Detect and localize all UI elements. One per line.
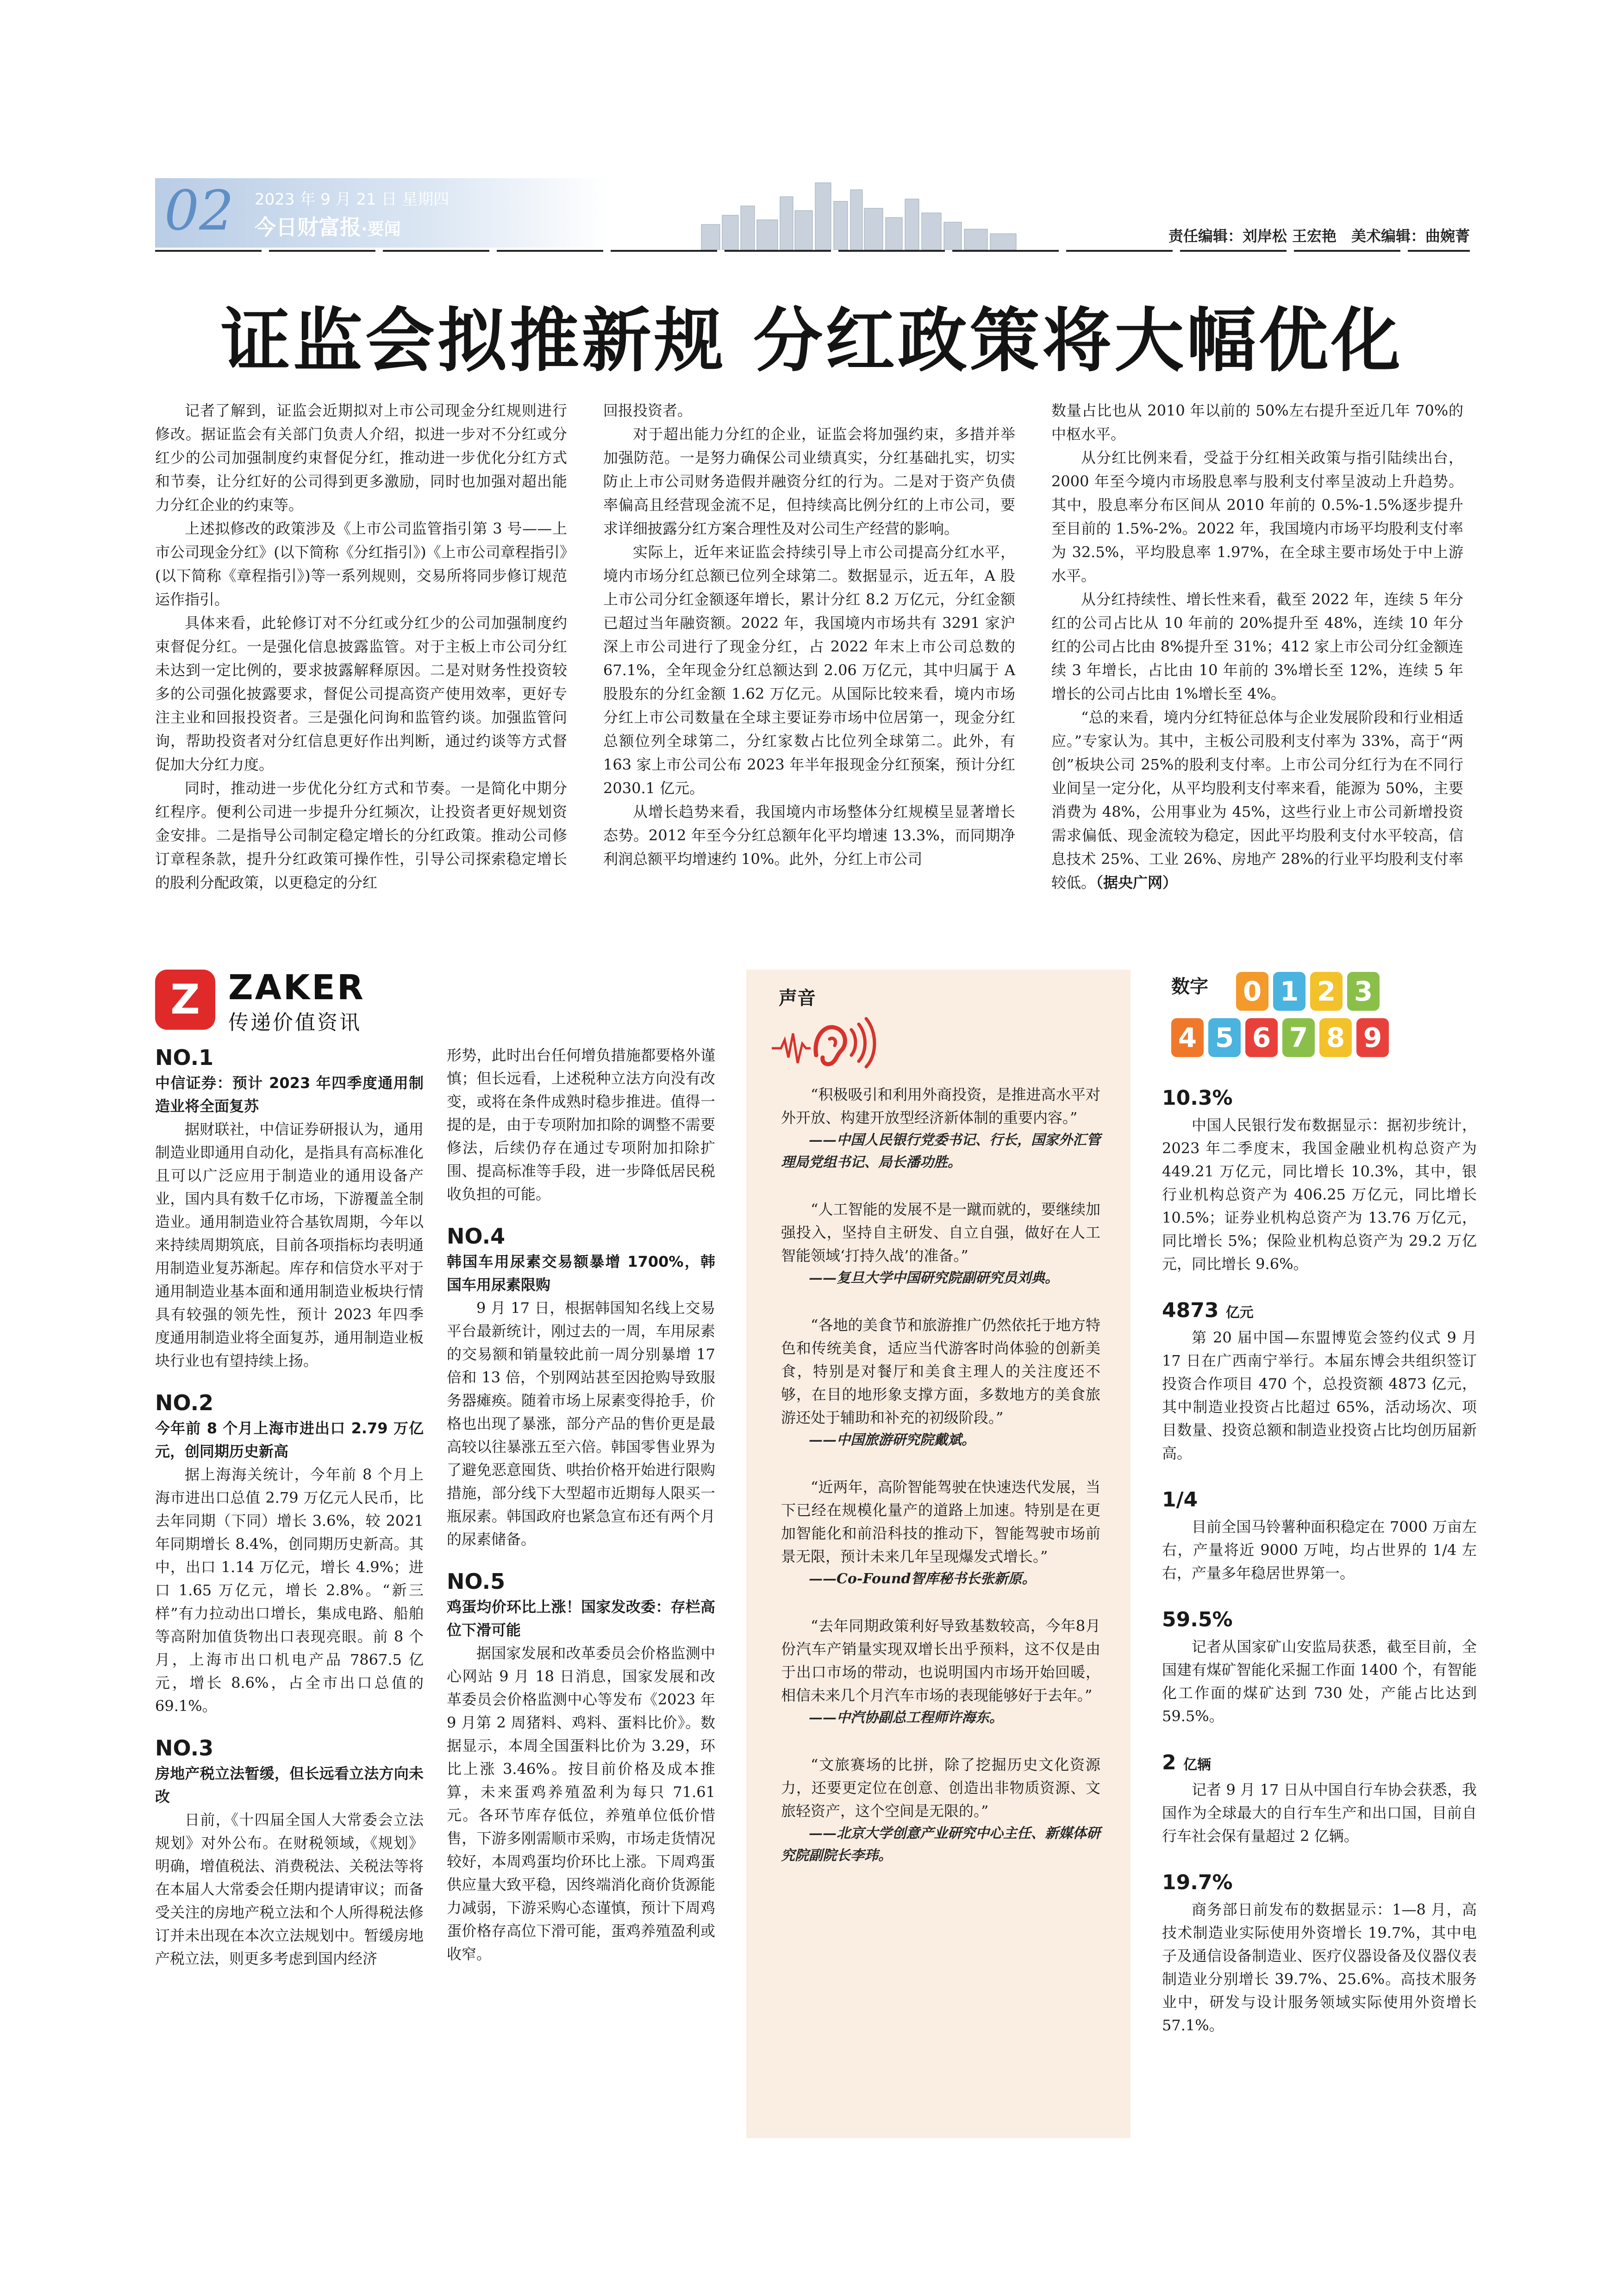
zaker-column-2: [447, 1044, 715, 1966]
numbers-list: [1162, 1085, 1477, 2037]
digit-tile: 2: [1310, 972, 1343, 1011]
ear-sound-icon: [772, 1011, 878, 1071]
news-title: 韩国车用尿素交易额暴增 1700%，韩国车用尿素限购: [447, 1253, 715, 1294]
number-figure: 4873: [1162, 1299, 1219, 1322]
article-paragraph: [1051, 706, 1463, 895]
paper-title: 今日财富报: [255, 215, 361, 240]
number-value: [1162, 1750, 1477, 1778]
page-number: 02: [164, 179, 234, 243]
news-title: 中信证券：预计 2023 年四季度通用制造业将全面复苏: [155, 1074, 424, 1115]
news-title: 房地产税立法暂缓，但长远看立法方向未改: [155, 1765, 424, 1805]
article-source: （据央广网）: [1096, 874, 1178, 891]
article-column-1: [155, 399, 567, 895]
number-text: 记者从国家矿山安监局获悉，截至目前，全国建有煤矿智能化采掘工作面 1400 个，有智能化工作面的煤矿达到 730 处，产能占比达到 59.5%。: [1162, 1638, 1477, 1725]
article-column-2: [603, 399, 1015, 871]
number-value: [1162, 1298, 1477, 1326]
article-column-3: [1051, 399, 1463, 895]
article-paragraph-text: “总的来看，境内分红特征总体与企业发展阶段和行业相适应。”专家认为。其中，主板公司股利支付率为 33%，高于“两创”板块公司 25%的股利支付率。上市公司分红行为在不同行业间呈一定分化，从平均股利支付率来看，能源为 50%，主要消费为 48%，公用事业为 45%，这些行业上市公司新增投资需求偏低、现金流较为稳定，因此平均股利支付水平较高，信息技术 25%、工业 26%、房地产 28%的行业平均股利支付率较低。: [1051, 709, 1463, 891]
digit-tile: 5: [1208, 1018, 1241, 1057]
editors-credit: 责任编辑：刘岸松 王宏艳 美术编辑：曲婉菁: [1168, 227, 1470, 245]
article-paragraph: 记者了解到，证监会近期拟对上市公司现金分红规则进行修改。据证监会有关部门负责人介绍，拟进一步对不分红或分红少的公司加强制度约束督促分红，推动进一步优化分红方式和节奏，让分红好的公司得到更多激励，同时也加强对超出能力分红企业的约束等。: [155, 402, 567, 514]
number-figure: 59.5%: [1162, 1608, 1233, 1631]
article-paragraph: 实际上，近年来证监会持续引导上市公司提高分红水平，境内市场分红总额已位列全球第二。数据显示，近五年，A 股上市公司分红金额逐年增长，累计分红 8.2 万亿元，分红金额已超过当年融资额。2022 年，我国境内市场共有 3291 家沪深上市公司进行了现金分红，占 2022 年末上市公司总数的 67.1%，全年现金分红总额达到 2.06 万亿元，其中归属于 A 股股东的分红金额 1.62 万亿元。从国际比较来看，境内市场分红上市公司数量在全球主要证券市场中位居第一，现金分红总额位列全球第二，分红家数占比位列全球第二。此外，有 163 家上市公司公布 2023 年半年报现金分红预案，预计分红 2030.1 亿元。: [603, 543, 1015, 797]
number-value: [1162, 1870, 1477, 1898]
news-number: NO.4: [447, 1224, 506, 1249]
digit-tile: 7: [1282, 1018, 1315, 1057]
quote-attribution: ——中国旅游研究院戴斌。: [809, 1432, 975, 1448]
news-title: 鸡蛋均价环比上涨！国家发改委：存栏高位下滑可能: [447, 1598, 715, 1639]
news-body: 据国家发展和改革委员会价格监测中心网站 9 月 18 日消息，国家发展和改革委员会价格监测中心等发布《2023 年 9 月第 2 周猪料、鸡料、蛋料比价》。数据显示，本周全国蛋料比价为 3.29，环比上涨 3.46%。按目前价格及成本推算，未来蛋鸡养殖盈利为每只 71.61 元。各环节库存低位，养殖单位低价惜售，下游多刚需顺市采购，市场走货情况较好，本周鸡蛋均价环比上涨。下周鸡蛋供应量大致平稳，因终端消化商价货源能力减弱，下游采购心态谨慎，预计下周鸡蛋价格存高位下滑可能，蛋鸡养殖盈利或收窄。: [447, 1644, 715, 1963]
number-text: 中国人民银行发布数据显示：据初步统计，2023 年二季度末，我国金融业机构总资产为 449.21 万亿元，同比增长 10.3%，其中，银行业机构总资产为 406.25 万亿元，同比增长 10.5%；证券业机构总资产为 13.76 万亿元，同比增长 5%；保险业机构总资产为 29.2 万亿元，同比增长 9.6%。: [1162, 1116, 1477, 1273]
article-paragraph-continued: 回报投资者。: [603, 402, 693, 419]
number-figure: 1/4: [1162, 1488, 1198, 1512]
zaker-logo: [155, 968, 396, 1034]
voice-title: 声音: [779, 988, 816, 1009]
article-paragraph: 从分红持续性、增长性来看，截至 2022 年，连续 5 年分红的公司占比从 10 年前的 20%提升至 48%，连续 10 年分红的公司占比由 8%提升至 31%；412 家上市公司分红金额连续 3 年增长，占比由 10 年前的 3%增长至 12%，连续 5 年增长的公司占比由 1%增长至 4%。: [1051, 591, 1463, 703]
digit-tile: 6: [1245, 1018, 1278, 1057]
quote-text: “去年同期政策利好导致基数较高，今年8月份汽车产销量实现双增长出乎预料，这不仅是由于出口市场的带动，也说明国内市场开始回暖，相信未来几个月汽车市场的表现能够好于去年。”: [781, 1617, 1100, 1704]
article-paragraph-continued: 数量占比也从 2010 年以前的 50%左右提升至近几年 70%的中枢水平。: [1051, 402, 1463, 443]
quote-text: “文旅赛场的比拼，除了挖掘历史文化资源力，还要更定位在创意、创造出非物质资源、文旅轻资产，这个空间是无限的。”: [781, 1756, 1100, 1820]
news-body-continued: 形势，此时出台任何增负措施都要格外谨慎；但长远看，上述税种立法方向没有改变，或将在条件成熟时稳步推进。值得一提的是，由于专项附加扣除的调整不需要修法，后续仍存在通过专项附加扣除扩围、提高标准等手段，进一步降低居民税收负担的可能。: [447, 1046, 715, 1203]
digit-tile: 4: [1171, 1018, 1204, 1057]
number-unit: 亿辆: [1183, 1757, 1211, 1773]
news-number: NO.2: [155, 1390, 214, 1415]
paper-name: [255, 211, 401, 241]
article-paragraph: 从增长趋势来看，我国境内市场整体分红规模呈显著增长态势。2012 年至今分红总额年化平均增速 13.3%，而同期净利润总额平均增速约 10%。此外，分红上市公司: [603, 803, 1015, 868]
issue-date: 2023 年 9 月 21 日 星期四: [255, 190, 450, 209]
news-number: NO.5: [447, 1569, 506, 1594]
number-value: [1162, 1085, 1477, 1114]
article-paragraph: 同时，推动进一步优化分红方式和节奏。一是简化中期分红程序。便利公司进一步提升分红频次，让投资者更好规划资金安排。二是指导公司制定稳定增长的分红政策。推动公司修订章程条款，提升分红政策可操作性，引导公司探索稳定增长的股利分配政策，以更稳定的分红: [155, 779, 567, 891]
number-text: 目前全国马铃薯种面积稳定在 7000 万亩左右，产量将近 9000 万吨，均占世界的 1/4 左右，产量多年稳居世界第一。: [1162, 1518, 1477, 1582]
news-number: NO.1: [155, 1045, 214, 1070]
quote-attribution: ——复旦大学中国研究院副研究员刘典。: [809, 1270, 1059, 1286]
section-name: ·要闻: [361, 220, 401, 239]
digit-tile: 0: [1236, 972, 1268, 1011]
news-body: 据财联社，中信证券研报认为，通用制造业即通用自动化，是指具有高标准化且可以广泛应用于制造业的通用设备产业，国内具有数千亿市场，下游覆盖全制造业。通用制造业符合基钦周期，今年以来持续周期筑底，目前各项指标均表明通用制造业复苏渐起。库存和信贷水平对于通用制造业基本面和通用制造业板块行情具有较强的领先性，预计 2023 年四季度通用制造业将全面复苏，通用制造业板块行业也有望持续上扬。: [155, 1120, 424, 1369]
number-value: [1162, 1487, 1477, 1515]
masthead-rule: [155, 250, 1470, 252]
masthead: [155, 174, 1470, 257]
quote-attribution: ——中国人民银行党委书记、行长，国家外汇管理局党组书记、局长潘功胜。: [781, 1132, 1100, 1170]
article-paragraph: 上述拟修改的政策涉及《上市公司监管指引第 3 号——上市公司现金分红》(以下简称《分红指引》)《上市公司章程指引》(以下简称《章程指引》)等一系列规则，交易所将同步修订规范运作指引。: [155, 520, 567, 608]
number-unit: 亿元: [1225, 1305, 1254, 1321]
quote-attribution: ——中汽协副总工程师许海东。: [809, 1710, 1003, 1726]
voice-panel: [746, 970, 1131, 2138]
article-paragraph: 对于超出能力分红的企业，证监会将加强约束，多措并举加强防范。一是努力确保公司业绩真实，分红基础扎实，切实防止上市公司财务造假并融资分红的行为。二是对于资产负债率偏高且经营现金流不足，但持续高比例分红的上市公司，要求详细披露分红方案合理性及对公司生产经营的影响。: [603, 425, 1015, 537]
number-figure: 2: [1162, 1751, 1176, 1774]
number-figure: 19.7%: [1162, 1871, 1233, 1894]
article-paragraph: 具体来看，此轮修订对不分红或分红少的公司加强制度约束督促分红。一是强化信息披露监管。对于主板上市公司分红未达到一定比例的，要求披露解释原因。二是对财务性投资较多的公司强化披露要求，督促公司提高资产使用效率，更好专注主业和回报投资者。三是强化问询和监管约谈。加强监管问询，帮助投资者对分红信息更好作出判断，通过约谈等方式督促加大分红力度。: [155, 614, 567, 773]
zaker-logo-icon: [155, 970, 215, 1030]
quote-attribution: ——Co-Found智库秘书长张新原。: [809, 1571, 1036, 1587]
quote-attribution: ——北京大学创意产业研究中心主任、新媒体研究院副院长李玮。: [781, 1825, 1100, 1864]
numbers-header: [1171, 972, 1449, 1064]
zaker-slogan: 传递价值资讯: [228, 1011, 362, 1034]
zaker-name: ZAKER: [228, 968, 365, 1008]
news-title: 今年前 8 个月上海市进出口 2.79 万亿元，创同期历史新高: [155, 1419, 424, 1460]
quote-text: “人工智能的发展不是一蹴而就的，要继续加强投入，坚持自主研发、自立自强，做好在人工智能领域‘打持久战’的准备。”: [781, 1201, 1100, 1264]
number-value: [1162, 1607, 1477, 1635]
voice-quotes: [781, 1083, 1100, 1891]
news-body: 据上海海关统计，今年前 8 个月上海市进出口总值 2.79 万亿元人民币，比去年同期（下同）增长 3.6%，较 2021 年同期增长 8.4%，创同期历史新高。其中，出口 1.14 万亿元，增长 4.9%；进口 1.65 万亿元，增长 2.8%。“新三样”有力拉动出口增长，集成电路、船舶等高附加值货物出口表现亮眼。前 8 个月，上海市出口机电产品 7867.5 亿元，增长 8.6%，占全市出口总值的 69.1%。: [155, 1466, 424, 1715]
numbers-title: 数字: [1171, 976, 1208, 997]
news-number: NO.3: [155, 1736, 214, 1761]
digit-tile: 8: [1319, 1018, 1352, 1057]
zaker-logo-letter: Z: [170, 976, 200, 1023]
digit-tile: 9: [1356, 1018, 1389, 1057]
quote-text: “近两年，高阶智能驾驶在快速迭代发展，当下已经在规模化量产的道路上加速。特别是在更加智能化和前沿科技的推动下，智能驾驶市场前景无限，预计未来几年呈现爆发式增长。”: [781, 1478, 1100, 1565]
news-body: 9 月 17 日，根据韩国知名线上交易平台最新统计，刚过去的一周，车用尿素的交易额和销量较此前一周分别暴增 17 倍和 13 倍，个别网站甚至因抢购导致服务器瘫痪。随着市场上尿素变得抢手，价格也出现了暴涨，部分产品的售价更是最高较以往暴涨五至六倍。韩国零售业界为了避免恶意囤货、哄抬价格开始进行限购措施，部分线下大型超市近期每人限买一瓶尿素。韩国政府也紧急宣布还有两个月的尿素储备。: [447, 1299, 715, 1548]
number-figure: 10.3%: [1162, 1086, 1233, 1110]
zaker-column-1: [155, 1044, 424, 1970]
article-paragraph: 从分红比例来看，受益于分红相关政策与指引陆续出台，2000 年至今境内市场股息率与股利支付率呈波动上升趋势。其中，股息率分布区间从 2010 年前的 0.5%-1.5%逐步提升至目前的 1.5%-2%。2022 年，我国境内市场平均股利支付率为 32.5%，平均股息率 1.97%，在全球主要市场处于中上游水平。: [1051, 449, 1463, 585]
quote-text: “积极吸引和利用外商投资，是推进高水平对外开放、构建开放型经济新体制的重要内容。”: [781, 1086, 1100, 1126]
news-body: 日前，《十四届全国人大常委会立法规划》对外公布。在财税领域，《规划》明确，增值税法、消费税法、关税法等将在本届人大常委会任期内提请审议；而备受关注的房地产税立法和个人所得税法修订并未出现在本次立法规划中。暂缓房地产税立法，则更多考虑到国内经济: [155, 1811, 424, 1967]
digit-tile: 3: [1347, 972, 1380, 1011]
number-text: 商务部日前发布的数据显示：1—8 月，高技术制造业实际使用外资增长 19.7%，其中电子及通信设备制造业、医疗仪器设备及仪器仪表制造业分别增长 39.7%、25.6%。高技术服务业中，研发与设计服务领域实际使用外资增长 57.1%。: [1162, 1901, 1477, 2034]
headline: 证监会拟推新规 分红政策将大幅优化: [220, 301, 1404, 381]
number-text: 第 20 届中国—东盟博览会签约仪式 9 月 17 日在广西南宁举行。本届东博会共组织签订投资合作项目 470 个，总投资额 4873 亿元，其中制造业投资占比超过 65%，活动场次、项目数量、投资总额和制造业投资占比均创历届新高。: [1162, 1329, 1477, 1462]
skyline-illustration: [697, 174, 1021, 252]
quote-text: “各地的美食节和旅游推广仍然依托于地方特色和传统美食，适应当代游客时尚体验的创新美食，特别是对餐厅和美食主理人的关注度还不够，在目的地形象支撑方面，多数地方的美食旅游还处于辅助和补充的初级阶段。”: [781, 1316, 1100, 1426]
digit-tile: 1: [1273, 972, 1305, 1011]
number-text: 记者 9 月 17 日从中国自行车协会获悉，我国作为全球最大的自行车生产和出口国，目前自行车社会保有量超过 2 亿辆。: [1162, 1781, 1477, 1845]
